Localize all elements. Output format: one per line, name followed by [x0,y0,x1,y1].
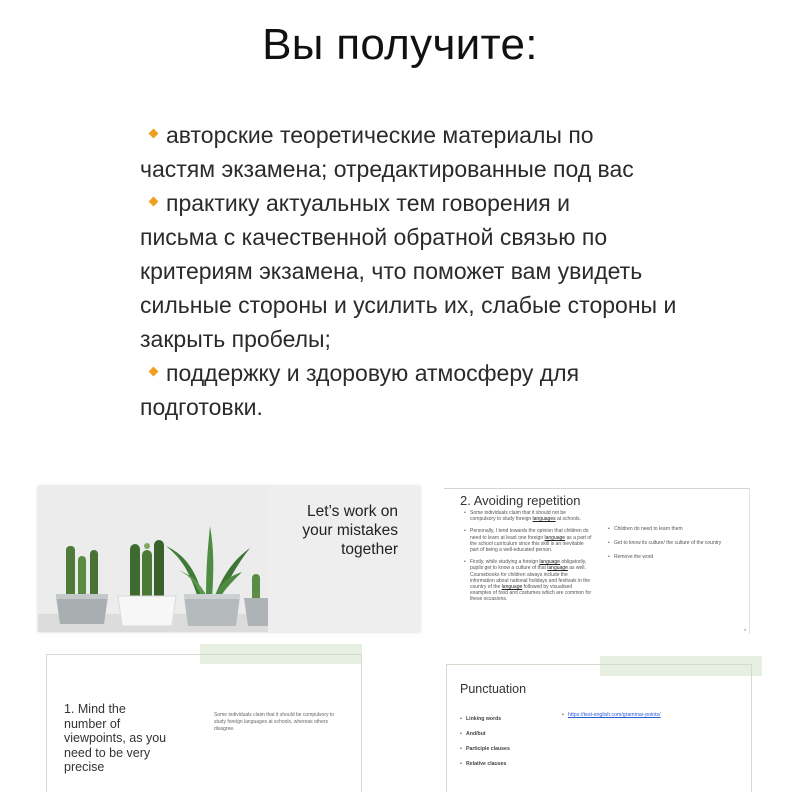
correction-item: • Remove the word [608,554,738,560]
slide-preview-punctuation [440,656,762,792]
slide-title [302,502,398,559]
slide-preview-viewpoints [38,644,368,792]
topic-item: • Participle clauses [460,742,510,757]
slide-corrections [608,526,738,569]
correction-item: • Get to know its culture/ the culture of the country [608,540,738,546]
benefit-item [140,356,700,424]
benefit-item-first-line: практику актуальных тем говорения и [140,186,700,220]
pot-icon [184,594,240,626]
benefit-item-first-line: авторские теоретические материалы по [140,118,700,152]
benefit-item [140,186,700,356]
slide-title-line: viewpoints, as you [64,731,167,745]
slide-preview-repetition [438,480,760,640]
slide-essay-text [464,510,592,609]
slide-title-line: your mistakes [302,522,398,539]
topic-item: • And/but [460,727,510,742]
topic-item: • Relative clauses [460,757,510,772]
slide-title-line: precise [64,760,105,774]
slide-title-line: 1. Mind the [64,702,126,716]
slide-number: 4 [743,627,746,632]
grammar-link[interactable]: • https://test-english.com/grammar-points/ [562,712,661,718]
pot-icon [56,594,108,624]
cactus-plants-photo [38,486,268,632]
slide-title-line: together [341,541,398,558]
benefit-item-rest: письма с качественной обратной связью по критериям экзамена, что поможет вам увидеть сильные стороны и усилить их, слабые стороны и закрыть пробелы; [140,224,677,352]
slide-title: 2. Avoiding repetition [460,493,581,508]
benefit-item-rest: подготовки. [140,394,263,420]
topic-item: • Linking words [460,712,510,727]
slide-title-line: need to be very [64,745,151,760]
pot-icon [118,596,176,626]
punctuation-topic-list [460,712,510,772]
benefits-list [140,118,700,424]
benefit-item-rest: частям экзамена; отредактированные под вас [140,156,634,182]
essay-paragraph: • Some individuals claim that it should not be compulsory to study foreign languages at schools. [464,510,592,522]
correction-item: • Children do need to learn them [608,526,738,532]
slide-title [64,702,184,775]
slide-title-line: Let’s work on [306,503,398,520]
slide-title-line: number of [64,716,121,731]
essay-paragraph: • Personally, I tend towards the opinion that children do need to learn at least one foreign language as a part of the school curriculum since this skill is an inevitable part of being a well-educated person. [464,528,592,553]
benefit-item [140,118,700,186]
pot-icon [244,598,268,626]
slide-title: Punctuation [460,682,527,696]
slide-preview-motivation [38,486,420,632]
slide-body-text: Some individuals claim that it should be compulsory to study foreign languages at schools, whereas others disagree. [214,712,335,732]
essay-paragraph: • Firstly, while studying a foreign language obligatorily, pupils get to know a culture of that language as well. Coursebooks for children always include the information about national holidays and festivals in the country of the language followed by visualised examples of food and costumes which are common for these occasions. [464,559,592,602]
benefit-item-first-line: поддержку и здоровую атмосферу для [140,356,700,390]
page-title: Вы получите: [262,20,538,69]
